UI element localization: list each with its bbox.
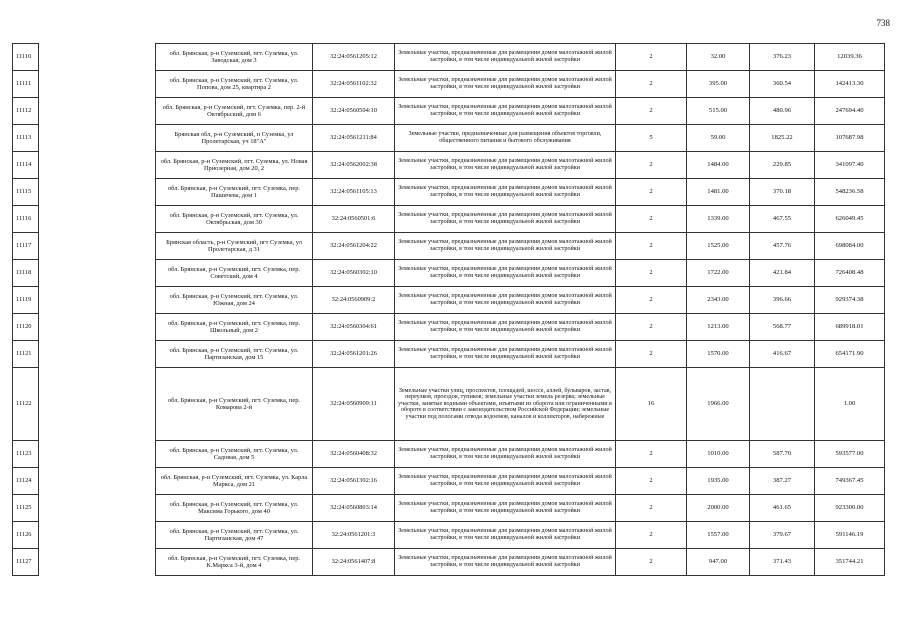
address-cell: обл. Брянская, р-н Суземский, пгт. Суземка, ул. Партизанская, дом 15 [156, 341, 313, 368]
cadastral-number-cell: 32:24:0561102:32 [313, 71, 395, 98]
cadastral-number-cell: 32:24:0560803:14 [313, 495, 395, 522]
group-code-cell: 2 [616, 522, 687, 549]
page-number: 738 [876, 18, 890, 28]
table-row [13, 549, 885, 576]
group-code-cell: 2 [616, 152, 687, 179]
land-use-cell: Земельные участки, предназначенные для размещения домов малоэтажной жилой застройки, в том числе индивидуальной жилой застройки [395, 98, 616, 125]
land-use-cell: Земельные участки, предназначенные для размещения домов малоэтажной жилой застройки, в том числе индивидуальной жилой застройки [395, 314, 616, 341]
area-cell: 1213.00 [687, 314, 750, 341]
table-row [13, 98, 885, 125]
cadastral-value-cell: 142413.30 [815, 71, 885, 98]
address-cell: обл. Брянская, р-н Суземский, пгт. Суземка, пер. Советский, дом 4 [156, 260, 313, 287]
cadastral-value-cell: 12039.36 [815, 44, 885, 71]
land-use-cell: Земельные участки, предназначенные для размещения домов малоэтажной жилой застройки, в том числе индивидуальной жилой застройки [395, 522, 616, 549]
group-code-cell: 2 [616, 71, 687, 98]
group-code-cell: 2 [616, 98, 687, 125]
specific-value-cell: 371.43 [750, 549, 815, 576]
specific-value-cell: 467.55 [750, 206, 815, 233]
cadastral-value-cell: 698084.00 [815, 233, 885, 260]
table-row [13, 368, 885, 441]
area-cell: 515.00 [687, 98, 750, 125]
cadastral-value-cell: 591146.19 [815, 522, 885, 549]
cadastral-number-cell: 32:24:0560408:32 [313, 441, 395, 468]
cadastral-number-cell: 32:24:0561205:12 [313, 44, 395, 71]
registry-body [13, 44, 885, 576]
specific-value-cell: 1825.22 [750, 125, 815, 152]
group-code-cell: 2 [616, 287, 687, 314]
area-cell: 1966.00 [687, 368, 750, 441]
table-row [13, 314, 885, 341]
table-row [13, 522, 885, 549]
spacer-cell [39, 441, 156, 468]
row-number-cell: 11113 [13, 125, 39, 152]
specific-value-cell: 387.27 [750, 468, 815, 495]
cadastral-number-cell: 32:24:0561211:84 [313, 125, 395, 152]
land-use-cell: Земельные участки, предназначенные для размещения домов малоэтажной жилой застройки, в том числе индивидуальной жилой застройки [395, 152, 616, 179]
address-cell: обл. Брянская, р-н Суземский, пгт. Суземка, ул. Карла Маркса, дом 21 [156, 468, 313, 495]
land-use-cell: Земельные участки, предназначенные для размещения домов малоэтажной жилой застройки, в том числе индивидуальной жилой застройки [395, 260, 616, 287]
area-cell: 1557.00 [687, 522, 750, 549]
cadastral-number-cell: 32:24:0561204:22 [313, 233, 395, 260]
area-cell: 2000.00 [687, 495, 750, 522]
area-cell: 32.00 [687, 44, 750, 71]
cadastral-value-cell: 923300.00 [815, 495, 885, 522]
row-number-cell: 11114 [13, 152, 39, 179]
area-cell: 1339.00 [687, 206, 750, 233]
row-number-cell: 11111 [13, 71, 39, 98]
area-cell: 1570.00 [687, 341, 750, 368]
land-use-cell: Земельные участки, предназначенные для размещения домов малоэтажной жилой застройки, в том числе индивидуальной жилой застройки [395, 441, 616, 468]
row-number-cell: 11119 [13, 287, 39, 314]
specific-value-cell: 360.54 [750, 71, 815, 98]
table-row [13, 287, 885, 314]
cadastral-number-cell: 32:24:0561201:26 [313, 341, 395, 368]
group-code-cell: 2 [616, 260, 687, 287]
specific-value-cell: 421.84 [750, 260, 815, 287]
row-number-cell: 11121 [13, 341, 39, 368]
spacer-cell [39, 44, 156, 71]
spacer-cell [39, 341, 156, 368]
specific-value-cell: 416.67 [750, 341, 815, 368]
group-code-cell: 2 [616, 495, 687, 522]
cadastral-value-cell: 107687.98 [815, 125, 885, 152]
row-number-cell: 11127 [13, 549, 39, 576]
cadastral-value-cell: 929374.38 [815, 287, 885, 314]
cadastral-number-cell: 32:24:0560501:6 [313, 206, 395, 233]
area-cell: 2343.00 [687, 287, 750, 314]
row-number-cell: 11123 [13, 441, 39, 468]
land-use-cell: Земельные участки, предназначенные для размещения домов малоэтажной жилой застройки, в том числе индивидуальной жилой застройки [395, 233, 616, 260]
row-number-cell: 11115 [13, 179, 39, 206]
spacer-cell [39, 233, 156, 260]
row-number-cell: 11124 [13, 468, 39, 495]
table-row [13, 71, 885, 98]
specific-value-cell: 396.66 [750, 287, 815, 314]
specific-value-cell: 376.23 [750, 44, 815, 71]
table-row [13, 495, 885, 522]
spacer-cell [39, 260, 156, 287]
table-row [13, 206, 885, 233]
land-use-cell: Земельные участки, предназначенные для размещения домов малоэтажной жилой застройки, в том числе индивидуальной жилой застройки [395, 287, 616, 314]
spacer-cell [39, 522, 156, 549]
row-number-cell: 11112 [13, 98, 39, 125]
specific-value-cell: 457.76 [750, 233, 815, 260]
cadastral-value-cell: 626049.45 [815, 206, 885, 233]
spacer-cell [39, 206, 156, 233]
cadastral-value-cell: 247694.40 [815, 98, 885, 125]
row-number-cell: 11126 [13, 522, 39, 549]
land-use-cell: Земельные участки, предназначенные для размещения домов малоэтажной жилой застройки, в том числе индивидуальной жилой застройки [395, 44, 616, 71]
address-cell: обл. Брянская, р-н Суземский, пгт. Суземка, ул. Садовая, дом 5 [156, 441, 313, 468]
area-cell: 395.00 [687, 71, 750, 98]
group-code-cell: 2 [616, 233, 687, 260]
row-number-cell: 11117 [13, 233, 39, 260]
cadastral-value-cell: 689918.01 [815, 314, 885, 341]
land-use-cell: Земельные участки, предназначенные для размещения домов малоэтажной жилой застройки, в том числе индивидуальной жилой застройки [395, 549, 616, 576]
group-code-cell: 2 [616, 179, 687, 206]
cadastral-number-cell: 32:24:0561105:13 [313, 179, 395, 206]
address-cell: обл. Брянская, р-н Суземский, пгт. Суземка, пер. 2-й Октябрьский, дом 6 [156, 98, 313, 125]
land-use-cell: Земельные участки, предназначенные для размещения домов малоэтажной жилой застройки, в том числе индивидуальной жилой застройки [395, 468, 616, 495]
land-use-cell: Земельные участки, предназначенные для размещения домов малоэтажной жилой застройки, в том числе индивидуальной жилой застройки [395, 341, 616, 368]
group-code-cell: 2 [616, 44, 687, 71]
cadastral-value-cell: 341097.40 [815, 152, 885, 179]
row-number-cell: 11122 [13, 368, 39, 441]
group-code-cell: 5 [616, 125, 687, 152]
area-cell: 1010.00 [687, 441, 750, 468]
specific-value-cell: 379.67 [750, 522, 815, 549]
table-row [13, 468, 885, 495]
group-code-cell: 2 [616, 314, 687, 341]
specific-value-cell [750, 368, 815, 441]
cadastral-value-cell: 726408.48 [815, 260, 885, 287]
address-cell: обл. Брянская, р-н Суземский, пгт. Суземка, пер. Комарова 2-й [156, 368, 313, 441]
spacer-cell [39, 287, 156, 314]
area-cell: 1935.00 [687, 468, 750, 495]
specific-value-cell: 370.18 [750, 179, 815, 206]
row-number-cell: 11118 [13, 260, 39, 287]
address-cell: обл. Брянская, р-н Суземский, пгт. Суземка, ул. Новая Приозерная, дом 20, 2 [156, 152, 313, 179]
table-row [13, 260, 885, 287]
cadastral-number-cell: 32:24:0560304:61 [313, 314, 395, 341]
cadastral-number-cell: 32:24:0560504:10 [313, 98, 395, 125]
area-cell: 947.00 [687, 549, 750, 576]
spacer-cell [39, 368, 156, 441]
address-cell: обл. Брянская, р-н Суземский, пгт. Суземка, ул. Максима Горького, дом 40 [156, 495, 313, 522]
address-cell: обл. Брянская, р-н Суземский, пгт. Суземка, ул. Заводская, дом 3 [156, 44, 313, 71]
cadastral-value-cell: 593577.00 [815, 441, 885, 468]
specific-value-cell: 568.77 [750, 314, 815, 341]
group-code-cell: 2 [616, 206, 687, 233]
spacer-cell [39, 98, 156, 125]
specific-value-cell: 480.96 [750, 98, 815, 125]
group-code-cell: 2 [616, 441, 687, 468]
row-number-cell: 11125 [13, 495, 39, 522]
land-use-cell: Земельные участки, предназначенные для размещения домов малоэтажной жилой застройки, в том числе индивидуальной жилой застройки [395, 206, 616, 233]
land-registry-table [12, 43, 885, 576]
spacer-cell [39, 71, 156, 98]
table-row [13, 233, 885, 260]
cadastral-number-cell: 32:24:0562002:38 [313, 152, 395, 179]
cadastral-number-cell: 32:24:0561302:16 [313, 468, 395, 495]
specific-value-cell: 461.65 [750, 495, 815, 522]
cadastral-number-cell: 32:24:0561201:3 [313, 522, 395, 549]
land-use-cell: Земельные участки улиц, проспектов, площадей, шоссе, аллей, бульваров, застав, переулков, проездов, тупиков; земельные участки земель резерва; земельные участки, занятые водными объектами, изъятыми из оборота или ограниченными в обороте в соответствии с законодательством Российской Федерации; земельные участки под полосами отвода водоемов, каналов и коллекторов, набережные [395, 368, 616, 441]
area-cell: 1484.00 [687, 152, 750, 179]
specific-value-cell: 229.85 [750, 152, 815, 179]
cadastral-value-cell: 1.00 [815, 368, 885, 441]
spacer-cell [39, 468, 156, 495]
specific-value-cell: 587.70 [750, 441, 815, 468]
spacer-cell [39, 495, 156, 522]
table-row [13, 44, 885, 71]
address-cell: обл. Брянская, р-н Суземский, пгт. Суземка, ул. Попова, дом 25, квартира 2 [156, 71, 313, 98]
land-use-cell: Земельные участки, предназначенные для размещения домов малоэтажной жилой застройки, в том числе индивидуальной жилой застройки [395, 179, 616, 206]
group-code-cell: 2 [616, 341, 687, 368]
address-cell: обл. Брянская, р-н Суземский, пгт. Суземка, пер. Школьный, дом 2 [156, 314, 313, 341]
address-cell: обл. Брянская, р-н Суземский, пгт. Суземка, пер. К.Маркса 3-й, дом 4 [156, 549, 313, 576]
area-cell: 59.00 [687, 125, 750, 152]
land-use-cell: Земельные участки, предназначенные для размещения домов малоэтажной жилой застройки, в том числе индивидуальной жилой застройки [395, 495, 616, 522]
cadastral-number-cell: 32:24:0560909:2 [313, 287, 395, 314]
cadastral-value-cell: 351744.21 [815, 549, 885, 576]
address-cell: обл. Брянская, р-н Суземский, пгт. Суземка, пер. Пашичева, дом 1 [156, 179, 313, 206]
spacer-cell [39, 152, 156, 179]
cadastral-value-cell: 749367.45 [815, 468, 885, 495]
spacer-cell [39, 314, 156, 341]
table-row [13, 441, 885, 468]
table-row [13, 152, 885, 179]
cadastral-number-cell: 32:24:0560302:10 [313, 260, 395, 287]
row-number-cell: 11110 [13, 44, 39, 71]
group-code-cell: 2 [616, 549, 687, 576]
area-cell: 1481.00 [687, 179, 750, 206]
table-row [13, 125, 885, 152]
row-number-cell: 11116 [13, 206, 39, 233]
land-use-cell: Земельные участки, предназначенные для размещения объектов торговли, общественного питания и бытового обслуживания [395, 125, 616, 152]
address-cell: Брянская обл, р-н Суземский, п Суземка, ул Пролетарская, уч 18"А" [156, 125, 313, 152]
spacer-cell [39, 179, 156, 206]
area-cell: 1722.00 [687, 260, 750, 287]
spacer-cell [39, 549, 156, 576]
address-cell: обл. Брянская, р-н Суземский, пгт. Суземка, ул. Октябрьская, дом 30 [156, 206, 313, 233]
table-row [13, 179, 885, 206]
land-use-cell: Земельные участки, предназначенные для размещения домов малоэтажной жилой застройки, в том числе индивидуальной жилой застройки [395, 71, 616, 98]
group-code-cell: 2 [616, 468, 687, 495]
address-cell: Брянская область, р-н Суземский, пгт Суземка, ул Пролетарская, д 31 [156, 233, 313, 260]
table-row [13, 341, 885, 368]
cadastral-value-cell: 548236.58 [815, 179, 885, 206]
address-cell: обл. Брянская, р-н Суземский, пгт. Суземка, ул. Южная, дом 24 [156, 287, 313, 314]
area-cell: 1525.00 [687, 233, 750, 260]
cadastral-number-cell: 32:24:0561407:8 [313, 549, 395, 576]
spacer-cell [39, 125, 156, 152]
cadastral-value-cell: 654171.90 [815, 341, 885, 368]
cadastral-number-cell: 32:24:0560909:11 [313, 368, 395, 441]
row-number-cell: 11120 [13, 314, 39, 341]
address-cell: обл. Брянская, р-н Суземский, пгт. Суземка, ул. Партизанская, дом 47 [156, 522, 313, 549]
group-code-cell: 16 [616, 368, 687, 441]
